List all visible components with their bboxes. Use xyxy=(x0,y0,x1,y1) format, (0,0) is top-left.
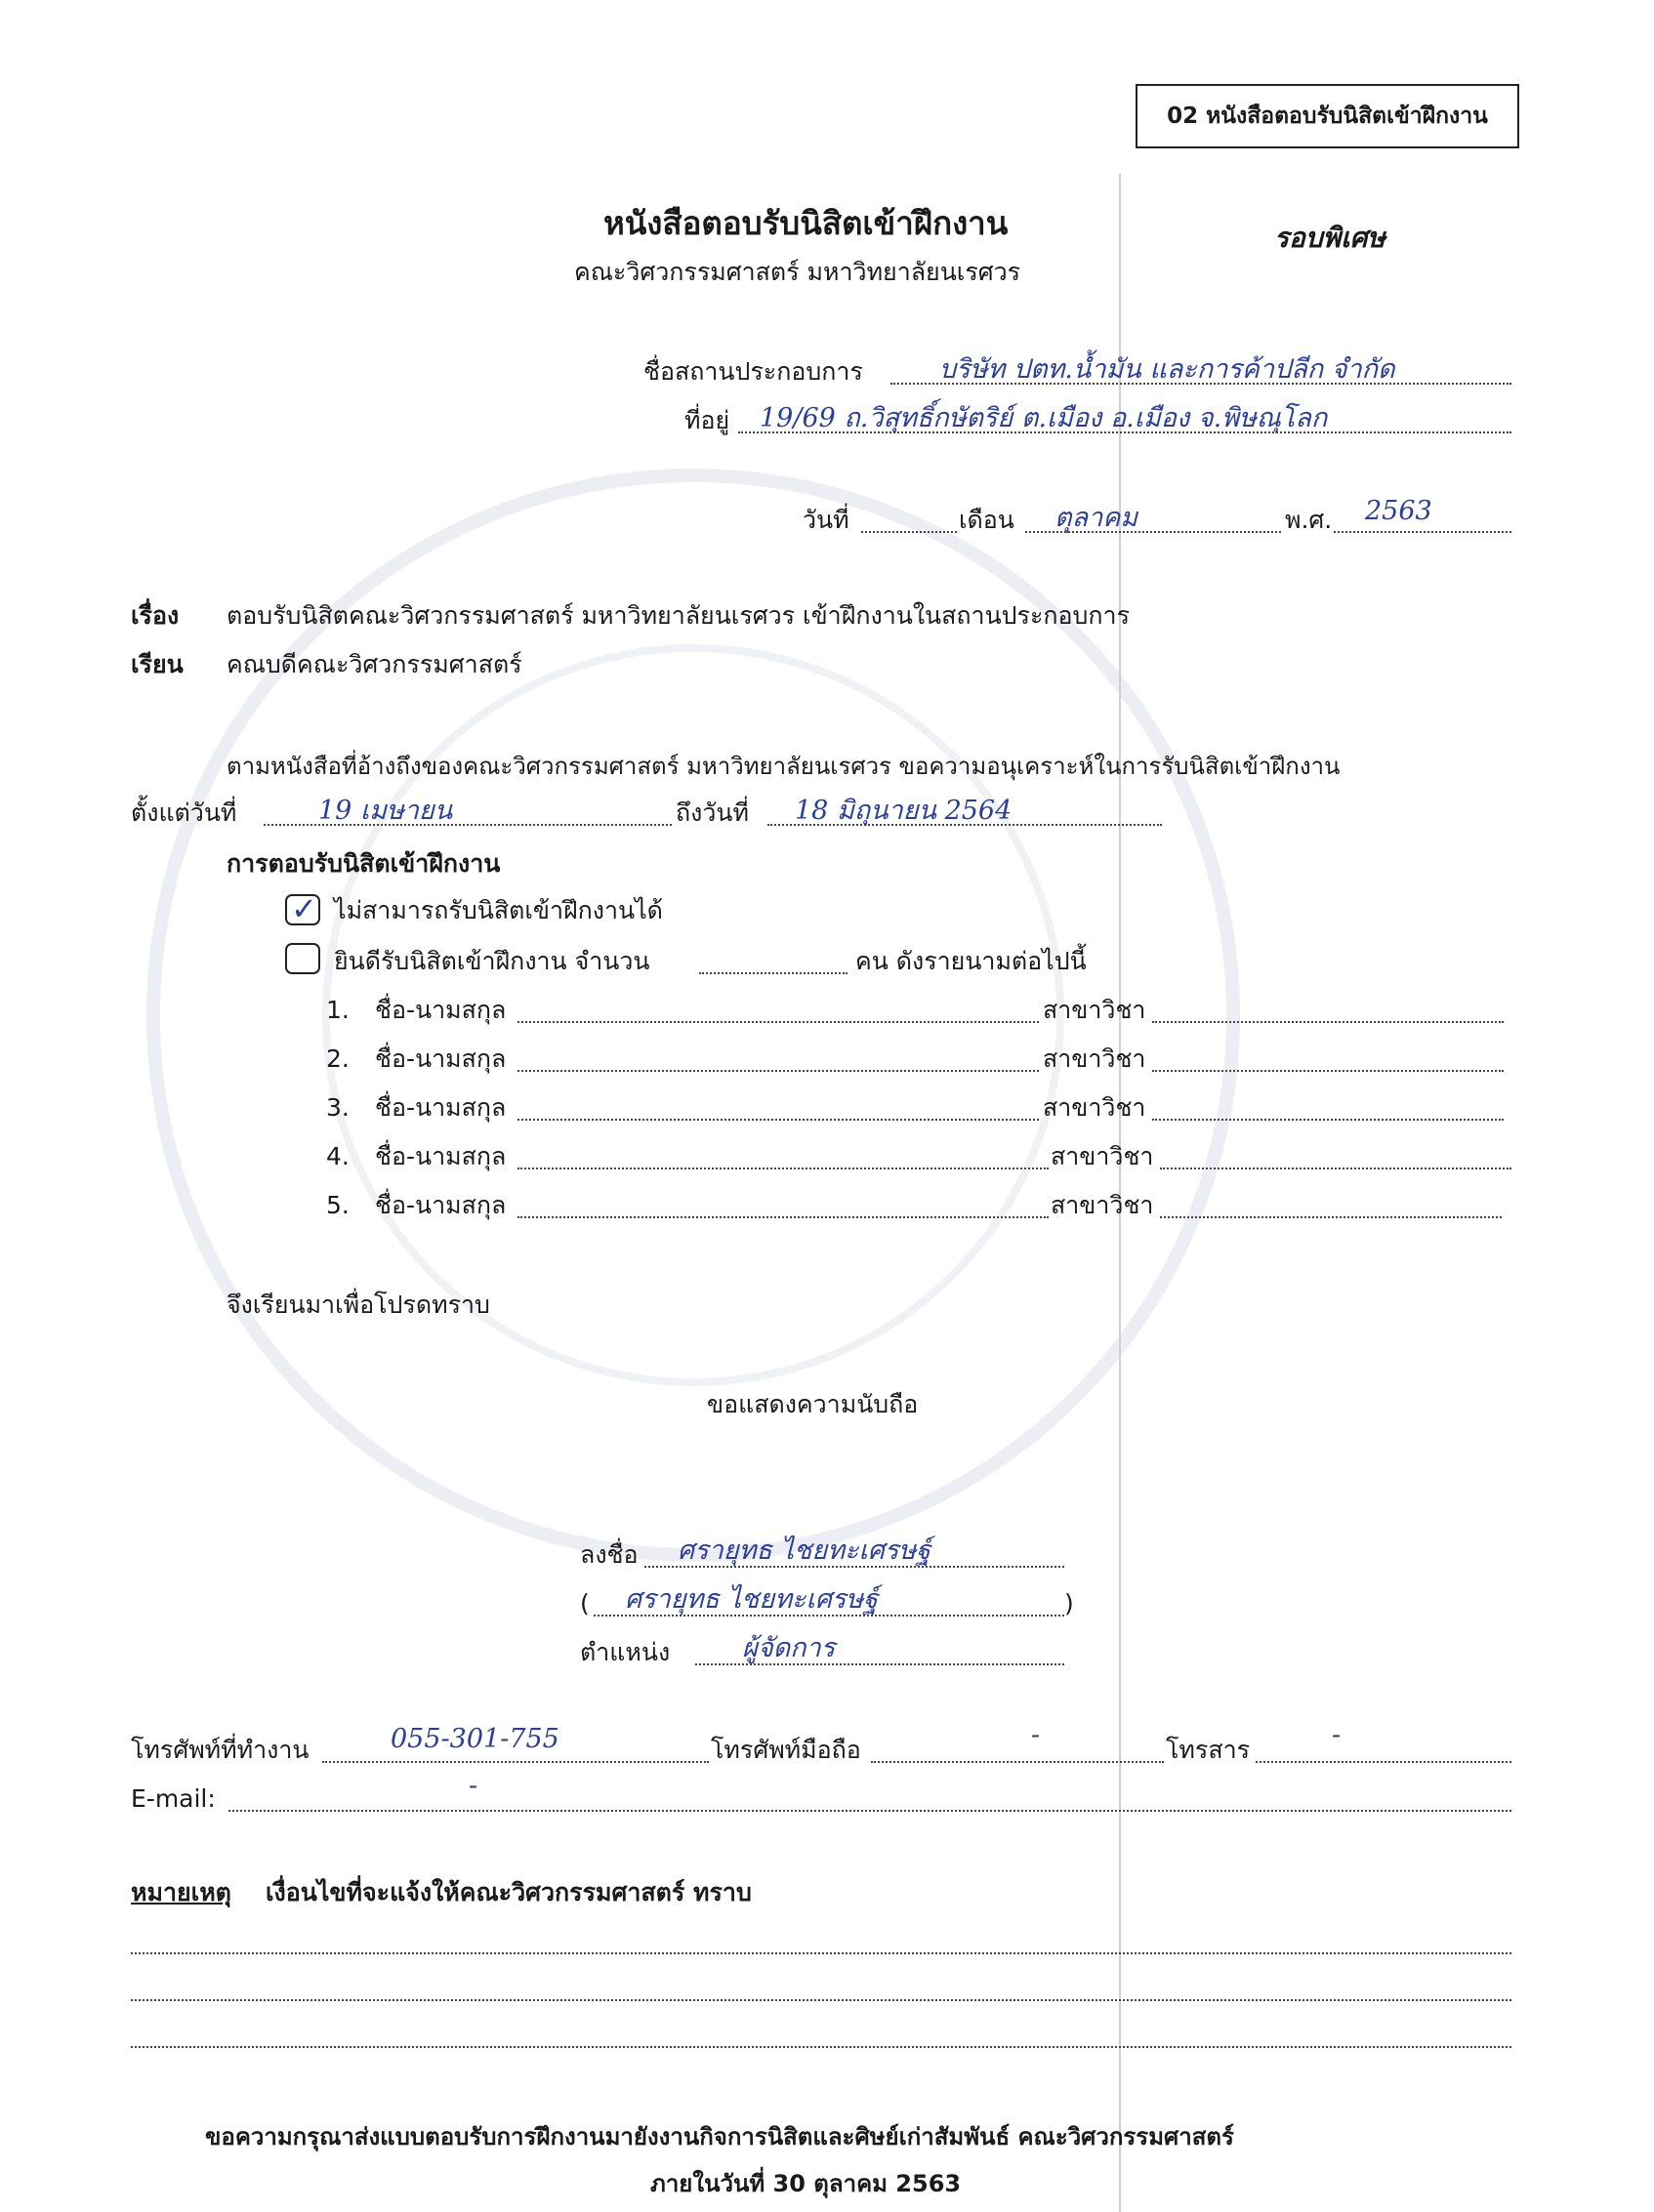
student-name-label: ชื่อ-นามสกุล xyxy=(375,1093,507,1122)
page-title: หนังสือตอบรับนิสิตเข้าฝึกงาน xyxy=(603,204,1009,242)
email-dotted-line xyxy=(228,1810,1511,1812)
fax-label: โทรสาร xyxy=(1166,1736,1251,1764)
company-label: ชื่อสถานประกอบการ xyxy=(643,357,863,386)
body-line: ตามหนังสือที่อ้างถึงของคณะวิศวกรรมศาสตร์ มหาวิทยาลัยนเรศวร ขอความอนุเคราะห์ในการรับนิสิตเข้าฝึกงาน xyxy=(227,753,1341,780)
student-major-label: สาขาวิชา xyxy=(1043,1093,1146,1122)
regards-line: ขอแสดงความนับถือ xyxy=(707,1390,919,1418)
company-value[interactable]: บริษัท ปตท.น้ำมัน และการค้าปลีก จำกัด xyxy=(939,354,1395,385)
paren-close: ) xyxy=(1064,1589,1074,1618)
acceptance-heading: การตอบรับนิสิตเข้าฝึกงาน xyxy=(227,849,501,878)
mobile-dotted-line xyxy=(871,1761,1164,1763)
student-num: 1. xyxy=(326,996,350,1024)
student-major-dotted-line[interactable] xyxy=(1160,1167,1511,1169)
to-date-label: ถึงวันที่ xyxy=(676,799,749,827)
subject-label: เรื่อง xyxy=(131,601,180,630)
accept-checkbox[interactable] xyxy=(285,943,320,974)
student-major-dotted-line[interactable] xyxy=(1160,1216,1502,1218)
student-name-dotted-line[interactable] xyxy=(517,1216,1049,1218)
printed-name-value[interactable]: ศรายุทธ ไชยทะเศรษฐ์ xyxy=(625,1584,879,1615)
page-subtitle: คณะวิศวกรรมศาสตร์ มหาวิทยาลัยนเรศวร xyxy=(574,258,1021,286)
phone-label: โทรศัพท์ที่ทำงาน xyxy=(131,1736,310,1764)
student-num: 3. xyxy=(326,1093,350,1122)
to-label: เรียน xyxy=(131,650,184,678)
student-name-dotted-line[interactable] xyxy=(517,1167,1049,1169)
to-text: คณบดีคณะวิศวกรรมศาสตร์ xyxy=(227,650,522,678)
month-value[interactable]: ตุลาคม xyxy=(1054,503,1138,533)
email-label: E-mail: xyxy=(131,1784,216,1813)
phone-dotted-line xyxy=(322,1761,709,1763)
sign-label: ลงชื่อ xyxy=(580,1540,639,1569)
reject-checkbox[interactable] xyxy=(285,890,320,927)
position-value[interactable]: ผู้จัดการ xyxy=(742,1633,836,1663)
mobile-value[interactable]: - xyxy=(1031,1720,1041,1750)
student-major-label: สาขาวิชา xyxy=(1043,1045,1146,1073)
remark-line-3[interactable] xyxy=(131,2046,1511,2048)
student-name-dotted-line[interactable] xyxy=(517,1119,1039,1121)
student-num: 4. xyxy=(326,1142,350,1170)
student-name-label: ชื่อ-นามสกุล xyxy=(375,1045,507,1073)
student-num: 5. xyxy=(326,1191,350,1219)
round-label: รอบพิเศษ xyxy=(1274,222,1385,254)
accept-count-dotted-line[interactable] xyxy=(699,972,848,974)
year-dotted-line xyxy=(1334,531,1511,533)
year-value[interactable]: 2563 xyxy=(1365,496,1432,526)
student-name-label: ชื่อ-นามสกุล xyxy=(375,1191,507,1219)
check-icon: ✓ xyxy=(291,890,317,927)
phone-value[interactable]: 055-301-755 xyxy=(391,1724,559,1754)
to-date-value[interactable]: 18 มิถุนายน 2564 xyxy=(795,796,1013,826)
student-major-label: สาขาวิชา xyxy=(1043,996,1146,1024)
student-major-dotted-line[interactable] xyxy=(1152,1070,1504,1072)
remark-text: เงื่อนไขที่จะแจ้งให้คณะวิศวกรรมศาสตร์ ทราบ xyxy=(266,1878,752,1906)
month-label: เดือน xyxy=(959,506,1014,534)
footer-line-2: ภายในวันที่ 30 ตุลาคม 2563 xyxy=(650,2170,962,2197)
remark-line-1[interactable] xyxy=(131,1952,1511,1954)
student-major-dotted-line[interactable] xyxy=(1152,1119,1504,1121)
accept-option-label-a: ยินดีรับนิสิตเข้าฝึกงาน จำนวน xyxy=(334,947,650,975)
subject-text: ตอบรับนิสิตคณะวิศวกรรมศาสตร์ มหาวิทยาลัยนเรศวร เข้าฝึกงานในสถานประกอบการ xyxy=(227,601,1131,630)
document-code: 02 หนังสือตอบรับนิสิตเข้าฝึกงาน xyxy=(1167,103,1488,129)
from-value[interactable]: 19 เมษายน xyxy=(318,796,453,826)
document-code-box xyxy=(1136,84,1519,148)
remark-label: หมายเหตุ xyxy=(131,1878,231,1906)
email-value[interactable]: - xyxy=(469,1771,478,1801)
fax-dotted-line xyxy=(1256,1761,1511,1763)
signature-value[interactable]: ศรายุทธ ไชยทะเศรษฐ์ xyxy=(678,1536,931,1566)
from-label: ตั้งแต่วันที่ xyxy=(131,799,237,827)
mobile-label: โทรศัพท์มือถือ xyxy=(711,1736,861,1764)
paren-open: ( xyxy=(580,1589,590,1618)
remark-line-2[interactable] xyxy=(131,1999,1511,2001)
address-label: ที่อยู่ xyxy=(684,406,730,434)
student-major-label: สาขาวิชา xyxy=(1051,1191,1154,1219)
student-name-label: ชื่อ-นามสกุล xyxy=(375,1142,507,1170)
closing-line: จึงเรียนมาเพื่อโปรดทราบ xyxy=(227,1290,490,1319)
student-name-dotted-line[interactable] xyxy=(517,1070,1039,1072)
reject-option-label: ไม่สามารถรับนิสิตเข้าฝึกงานได้ xyxy=(334,896,663,924)
date-label: วันที่ xyxy=(803,506,849,534)
student-num: 2. xyxy=(326,1045,350,1073)
accept-option-label-b: คน ดังรายนามต่อไปนี้ xyxy=(855,947,1087,975)
footer-line-1: ขอความกรุณาส่งแบบตอบรับการฝึกงานมายังงานกิจการนิสิตและศิษย์เก่าสัมพันธ์ คณะวิศวกรรมศาสตร์ xyxy=(205,2123,1234,2151)
student-name-label: ชื่อ-นามสกุล xyxy=(375,996,507,1024)
fax-value[interactable]: - xyxy=(1332,1720,1342,1750)
address-value[interactable]: 19/69 ถ.วิสุทธิ์กษัตริย์ ต.เมือง อ.เมือง จ.พิษณุโลก xyxy=(760,403,1328,433)
student-major-label: สาขาวิชา xyxy=(1051,1142,1154,1170)
position-label: ตำแหน่ง xyxy=(580,1638,671,1666)
date-dotted-line[interactable] xyxy=(861,531,957,533)
year-label: พ.ศ. xyxy=(1285,506,1333,534)
student-name-dotted-line[interactable] xyxy=(517,1021,1039,1023)
student-major-dotted-line[interactable] xyxy=(1152,1021,1504,1023)
